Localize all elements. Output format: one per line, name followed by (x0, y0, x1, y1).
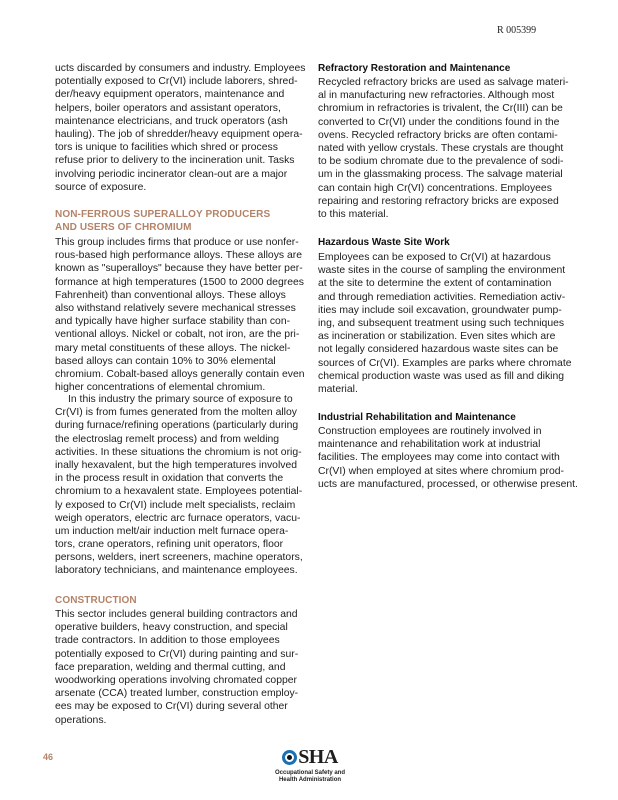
section-heading (55, 208, 270, 234)
text-line: and typically have higher surface stability than con- (55, 316, 291, 328)
text-line: refuse prior to delivery to the incineration unit. Tasks (55, 155, 295, 167)
text-line: waste sites in the course of sampling the environment (318, 265, 566, 277)
text-line: rous-based high performance alloys. These alloys are (55, 250, 303, 262)
text-line: operations. (55, 714, 107, 726)
text-line: Cr(VI) when employed at sites where chromium prod- (318, 465, 565, 477)
text-line: to this material. (318, 208, 389, 220)
text-line: chromium to a hexavalent state. Employees potential- (55, 486, 303, 498)
text-line: higher concentrations of elemental chromium. (55, 382, 266, 394)
text-line: mary metal constituents of these alloys. The nickel- (55, 342, 291, 354)
text-line: also withstand relatively severe mechanical stresses (55, 302, 296, 314)
text-line: and through remediation activities. Remediation activ- (318, 291, 566, 303)
text-line: woodworking operations involving chromated copper (55, 674, 298, 686)
text-line: material. (318, 383, 358, 395)
text-line: arsenate (CCA) treated lumber, construction employ- (55, 688, 299, 700)
subheading: Refractory Restoration and Maintenance (318, 63, 511, 74)
logo-subtitle-line: Occupational Safety and (274, 769, 346, 776)
text-line: Fahrenheit) than conventional alloys. These alloys (55, 289, 286, 301)
text-line: tors is unique to facilities which shred or process (55, 142, 278, 154)
text-line: operative builders, heavy construction, and special (55, 622, 288, 634)
text-line: to be sodium chromate due to the prevalence of sodi- (318, 156, 564, 168)
text-line: um induction melt/air induction melt furnace opera- (55, 525, 289, 537)
text-line: ucts are manufactured, processed, or otherwise present. (318, 478, 578, 490)
text-line: ucts discarded by consumers and industry. Employees (55, 63, 306, 74)
text-line: based alloys can contain 10% to 30% elemental (55, 355, 276, 367)
section-heading: CONSTRUCTION (55, 595, 137, 606)
text-line: involving periodic incinerator clean-out are a major (55, 168, 288, 180)
subheading: Industrial Rehabilitation and Maintenance (318, 412, 516, 423)
osha-logo-mark: SHA (282, 747, 338, 767)
text-line: activities. In these situations the chromium is not orig- (55, 446, 302, 458)
text-line: chromium in refractories is trivalent, the Cr(III) can be (318, 103, 563, 115)
paragraph (55, 62, 305, 194)
text-line: Construction employees are routinely involved in (318, 426, 542, 437)
text-line: ities may include soil excavation, groundwater pump- (318, 304, 562, 316)
section-heading-line: AND USERS OF CHROMIUM (55, 222, 192, 234)
text-line: inally hexavalent, but the high temperatures involved (55, 459, 298, 471)
text-line: ovens. Recycled refractory bricks are often contami- (318, 129, 558, 141)
text-line: potentially exposed to Cr(VI) during painting and sur- (55, 648, 299, 660)
text-line: maintenance and rehabilitation work at industrial (318, 439, 541, 451)
text-line: um in the glassmaking process. The salvage material (318, 169, 563, 181)
text-line: chromium. Cobalt-based alloys generally contain even (55, 368, 305, 380)
text-line: ing, and subsequent treatment using such techniques (318, 317, 565, 329)
text-line: This group includes firms that produce or use nonfer- (55, 237, 299, 248)
text-line: sources of Cr(VI). Examples are parks where chromate (318, 357, 572, 369)
text-line: as incineration or stabilization. Even sites which are (318, 331, 556, 343)
text-line: Cr(VI) is from fumes generated from the molten alloy (55, 407, 297, 419)
paragraph (55, 236, 305, 394)
text-line: helpers, boiler operators and assistant operators, (55, 102, 281, 114)
text-line: can contain high Cr(VI) concentrations. Employees (318, 182, 552, 194)
text-line: converted to Cr(VI) under the conditions found in the (318, 116, 560, 128)
text-line: chemical production waste was used as fill and diking (318, 370, 565, 382)
text-line: facilities. The employees may come into contact with (318, 452, 560, 464)
text-line: This sector includes general building contractors and (55, 609, 298, 620)
text-line: ventional alloys. Nickel or cobalt, not iron, are the pri- (55, 329, 300, 341)
text-line: Recycled refractory bricks are used as salvage materi- (318, 77, 569, 88)
paragraph (318, 425, 578, 491)
text-line: Employees can be exposed to Cr(VI) at hazardous (318, 252, 551, 263)
text-line: persons, welders, inert screeners, machine operators, (55, 552, 303, 564)
text-line: ly exposed to Cr(VI) include melt specialists, reclaim (55, 499, 296, 511)
paragraph (318, 76, 569, 221)
text-line: during furnace/refining operations (particularly during (55, 420, 299, 432)
text-line: der/heavy equipment operators, maintenance and (55, 89, 285, 101)
text-line: source of exposure. (55, 181, 147, 193)
text-line: tors, crane operators, refining unit operators, floor (55, 539, 284, 551)
document-id: R 005399 (497, 25, 537, 36)
text-line: face preparation, welding and thermal cutting, and (55, 661, 286, 673)
text-line: known as "superalloys" because they have better per- (55, 263, 303, 275)
osha-logo (270, 747, 350, 784)
page-number: 46 (43, 752, 54, 762)
text-line: laboratory technicians, and maintenance employees. (55, 565, 298, 577)
text-line: trade contractors. In addition to those employees (55, 635, 280, 647)
text-line: maintenance electricians, and truck operators (ash (55, 115, 288, 127)
text-line: at the site to determine the extent of contamination (318, 278, 552, 290)
paragraph (318, 251, 572, 396)
text-line: al in manufacturing new refractories. Although most (318, 90, 555, 102)
text-line: in the process result in oxidation that converts the (55, 473, 284, 485)
text-line: formance at high temperatures (1500 to 2000 degrees (55, 276, 304, 288)
text-line: repairing and restoring refractory bricks are exposed (318, 195, 559, 207)
text-line: ees may be exposed to Cr(VI) during several other (55, 701, 288, 713)
section-heading-line: NON-FERROUS SUPERALLOY PRODUCERS (55, 209, 271, 220)
paragraph (55, 608, 298, 727)
subheading: Hazardous Waste Site Work (318, 237, 450, 248)
text-line: the electroslag remelt process) and from welding (55, 433, 280, 445)
text-line: weigh operators, electric arc furnace operators, vacu- (55, 512, 301, 524)
text-line: nated with yellow crystals. These crystals are thought (318, 142, 564, 154)
logo-subtitle-line: Health Administration (278, 776, 342, 783)
text-line: In this industry the primary source of exposure to (68, 394, 293, 405)
text-line: not legally considered hazardous waste sites can be (318, 344, 559, 356)
text-line: hauling). The job of shredder/heavy equipment opera- (55, 128, 303, 140)
text-line: potentially exposed to Cr(VI) include laborers, shred- (55, 76, 298, 88)
globe-icon (282, 750, 297, 765)
paragraph (55, 393, 303, 578)
